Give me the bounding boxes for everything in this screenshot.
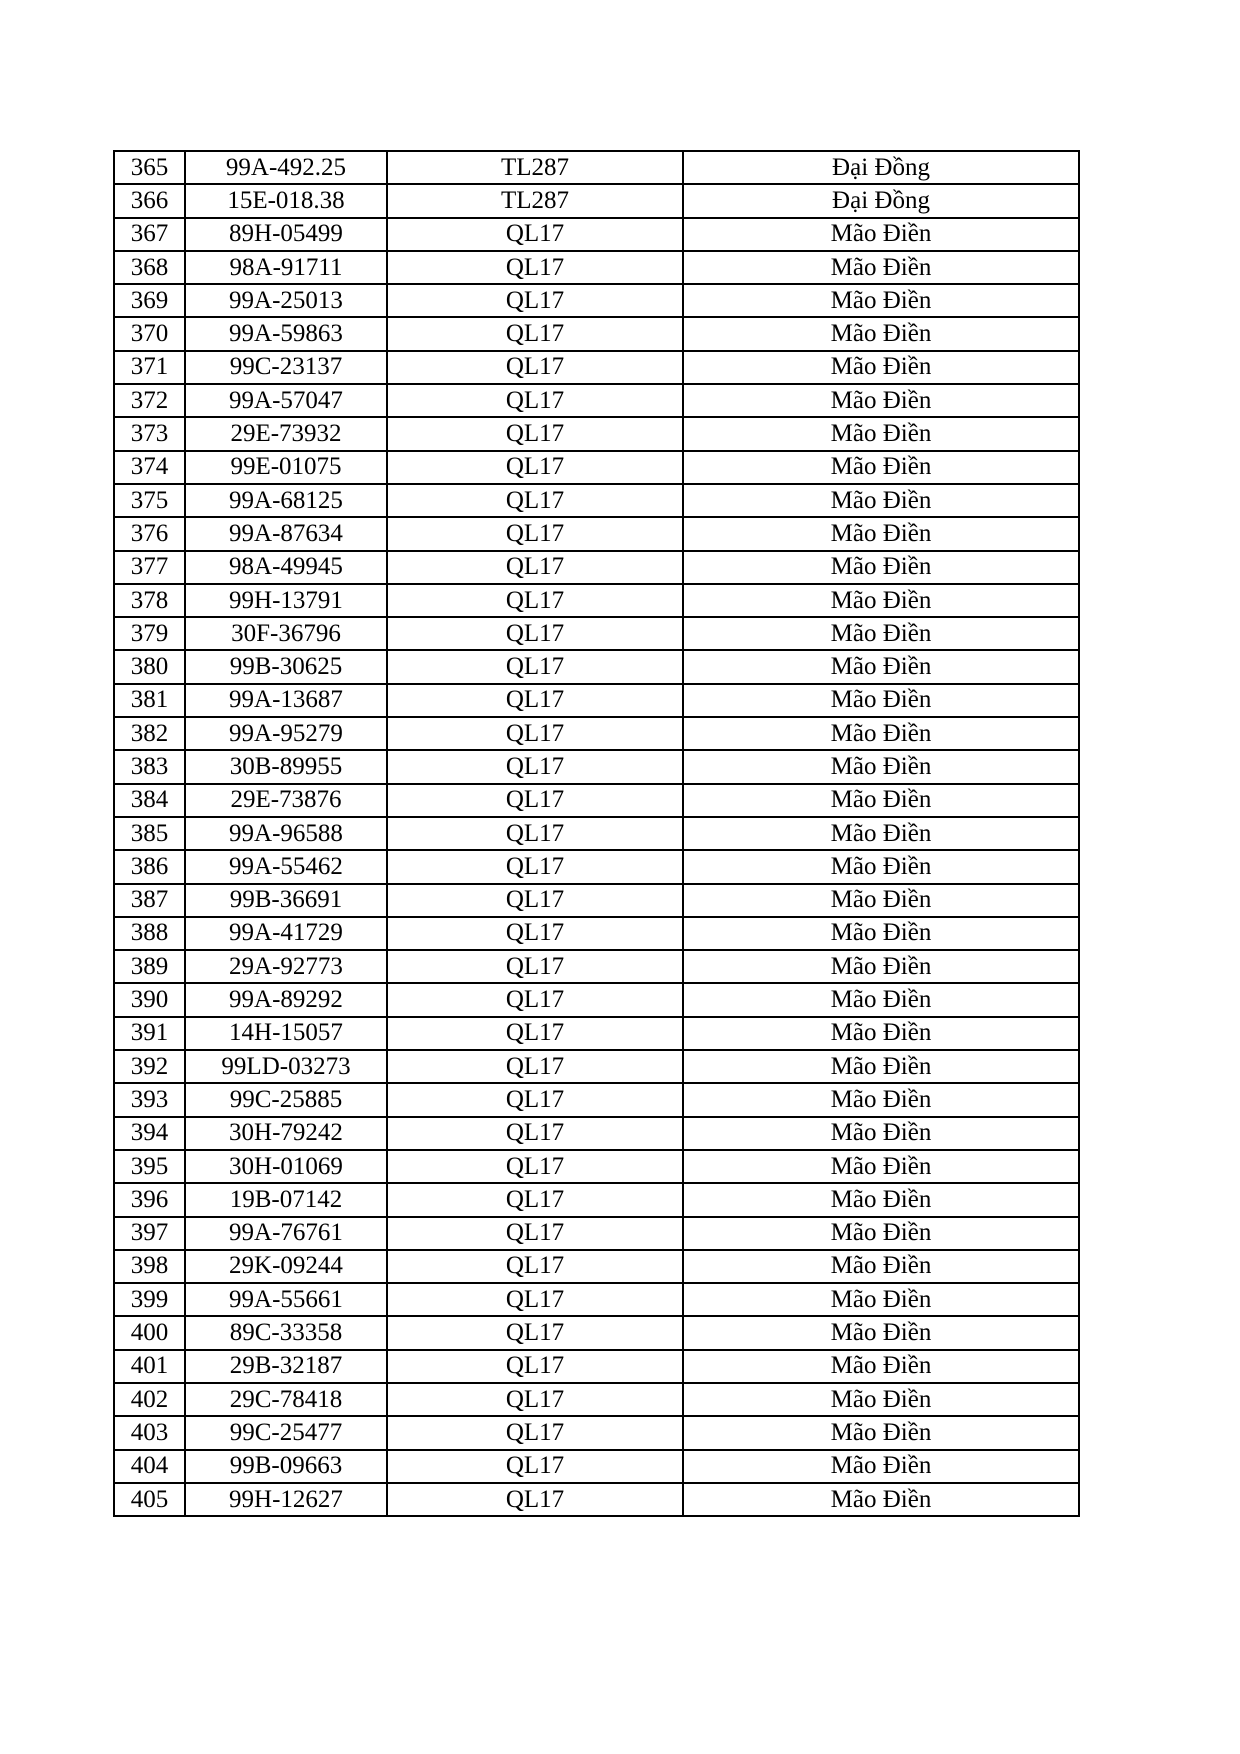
road-cell: QL17 <box>387 1283 683 1316</box>
license-plate-cell: 29K-09244 <box>185 1250 387 1283</box>
license-plate-cell: 99A-68125 <box>185 484 387 517</box>
license-plate-cell: 30F-36796 <box>185 617 387 650</box>
location-cell: Mão Điền <box>683 917 1079 950</box>
row-number-cell: 376 <box>114 517 185 550</box>
location-cell: Mão Điền <box>683 1117 1079 1150</box>
road-cell: QL17 <box>387 584 683 617</box>
location-cell: Mão Điền <box>683 750 1079 783</box>
table-row <box>114 1083 1079 1116</box>
location-cell: Mão Điền <box>683 817 1079 850</box>
table-row <box>114 684 1079 717</box>
row-number-cell: 366 <box>114 184 185 217</box>
license-plate-cell: 99A-25013 <box>185 284 387 317</box>
license-plate-cell: 99LD-03273 <box>185 1050 387 1083</box>
road-cell: QL17 <box>387 717 683 750</box>
road-cell: QL17 <box>387 1383 683 1416</box>
location-cell: Mão Điền <box>683 284 1079 317</box>
road-cell: QL17 <box>387 251 683 284</box>
license-plate-cell: 99A-76761 <box>185 1217 387 1250</box>
table-row <box>114 917 1079 950</box>
road-cell: QL17 <box>387 218 683 251</box>
row-number-cell: 380 <box>114 650 185 683</box>
location-cell: Mão Điền <box>683 351 1079 384</box>
table-row <box>114 317 1079 350</box>
table-row <box>114 517 1079 550</box>
table-row <box>114 1117 1079 1150</box>
road-cell: QL17 <box>387 784 683 817</box>
location-cell: Mão Điền <box>683 384 1079 417</box>
row-number-cell: 385 <box>114 817 185 850</box>
table-row <box>114 784 1079 817</box>
location-cell: Mão Điền <box>683 983 1079 1016</box>
table-row <box>114 251 1079 284</box>
table-row <box>114 451 1079 484</box>
location-cell: Mão Điền <box>683 1316 1079 1349</box>
license-plate-cell: 99B-30625 <box>185 650 387 683</box>
location-cell: Mão Điền <box>683 950 1079 983</box>
license-plate-cell: 29A-92773 <box>185 950 387 983</box>
row-number-cell: 367 <box>114 218 185 251</box>
license-plate-cell: 99A-55462 <box>185 850 387 883</box>
table-row <box>114 750 1079 783</box>
table-row <box>114 484 1079 517</box>
license-plate-cell: 99A-89292 <box>185 983 387 1016</box>
license-plate-cell: 15E-018.38 <box>185 184 387 217</box>
location-cell: Mão Điền <box>683 1150 1079 1183</box>
road-cell: QL17 <box>387 1450 683 1483</box>
location-cell: Mão Điền <box>683 1450 1079 1483</box>
location-cell: Mão Điền <box>683 1483 1079 1516</box>
table-row <box>114 584 1079 617</box>
road-cell: QL17 <box>387 417 683 450</box>
table-row <box>114 850 1079 883</box>
road-cell: QL17 <box>387 983 683 1016</box>
table-row <box>114 1383 1079 1416</box>
location-cell: Mão Điền <box>683 1350 1079 1383</box>
table-row <box>114 884 1079 917</box>
location-cell: Mão Điền <box>683 784 1079 817</box>
table-row <box>114 1283 1079 1316</box>
license-plate-cell: 99A-55661 <box>185 1283 387 1316</box>
license-plate-cell: 29E-73876 <box>185 784 387 817</box>
road-cell: QL17 <box>387 351 683 384</box>
license-plate-cell: 29E-73932 <box>185 417 387 450</box>
license-plate-cell: 19B-07142 <box>185 1183 387 1216</box>
location-cell: Mão Điền <box>683 650 1079 683</box>
road-cell: QL17 <box>387 1483 683 1516</box>
road-cell: QL17 <box>387 950 683 983</box>
table-row <box>114 218 1079 251</box>
license-plate-cell: 30H-01069 <box>185 1150 387 1183</box>
table-body <box>114 151 1079 1516</box>
road-cell: QL17 <box>387 684 683 717</box>
row-number-cell: 386 <box>114 850 185 883</box>
location-cell: Mão Điền <box>683 251 1079 284</box>
table-row <box>114 1316 1079 1349</box>
road-cell: QL17 <box>387 1117 683 1150</box>
license-plate-cell: 99E-01075 <box>185 451 387 484</box>
road-cell: QL17 <box>387 1017 683 1050</box>
row-number-cell: 397 <box>114 1217 185 1250</box>
table-row <box>114 950 1079 983</box>
row-number-cell: 373 <box>114 417 185 450</box>
row-number-cell: 405 <box>114 1483 185 1516</box>
location-cell: Mão Điền <box>683 551 1079 584</box>
license-plate-cell: 89H-05499 <box>185 218 387 251</box>
row-number-cell: 391 <box>114 1017 185 1050</box>
table-row <box>114 1350 1079 1383</box>
license-plate-cell: 99A-87634 <box>185 517 387 550</box>
location-cell: Đại Đồng <box>683 184 1079 217</box>
road-cell: TL287 <box>387 184 683 217</box>
license-plate-cell: 29B-32187 <box>185 1350 387 1383</box>
row-number-cell: 390 <box>114 983 185 1016</box>
row-number-cell: 403 <box>114 1416 185 1449</box>
road-cell: QL17 <box>387 384 683 417</box>
road-cell: QL17 <box>387 1250 683 1283</box>
road-cell: QL17 <box>387 917 683 950</box>
road-cell: QL17 <box>387 551 683 584</box>
row-number-cell: 383 <box>114 750 185 783</box>
row-number-cell: 381 <box>114 684 185 717</box>
license-plate-cell: 99H-12627 <box>185 1483 387 1516</box>
table-row <box>114 1483 1079 1516</box>
license-plate-cell: 98A-49945 <box>185 551 387 584</box>
location-cell: Mão Điền <box>683 1250 1079 1283</box>
location-cell: Mão Điền <box>683 517 1079 550</box>
road-cell: QL17 <box>387 517 683 550</box>
license-plate-cell: 99B-09663 <box>185 1450 387 1483</box>
location-cell: Mão Điền <box>683 1083 1079 1116</box>
table-row <box>114 284 1079 317</box>
row-number-cell: 387 <box>114 884 185 917</box>
license-plate-cell: 99C-25477 <box>185 1416 387 1449</box>
row-number-cell: 396 <box>114 1183 185 1216</box>
road-cell: QL17 <box>387 884 683 917</box>
table-row <box>114 817 1079 850</box>
location-cell: Mão Điền <box>683 1050 1079 1083</box>
table-row <box>114 1217 1079 1250</box>
location-cell: Mão Điền <box>683 617 1079 650</box>
location-cell: Mão Điền <box>683 1283 1079 1316</box>
license-plate-cell: 99H-13791 <box>185 584 387 617</box>
road-cell: QL17 <box>387 1050 683 1083</box>
row-number-cell: 404 <box>114 1450 185 1483</box>
road-cell: QL17 <box>387 1350 683 1383</box>
row-number-cell: 388 <box>114 917 185 950</box>
road-cell: QL17 <box>387 1150 683 1183</box>
license-plate-cell: 99A-95279 <box>185 717 387 750</box>
location-cell: Mão Điền <box>683 884 1079 917</box>
table-row <box>114 384 1079 417</box>
row-number-cell: 393 <box>114 1083 185 1116</box>
road-cell: QL17 <box>387 617 683 650</box>
row-number-cell: 368 <box>114 251 185 284</box>
road-cell: QL17 <box>387 1416 683 1449</box>
license-plate-cell: 99A-57047 <box>185 384 387 417</box>
license-plate-cell: 99A-41729 <box>185 917 387 950</box>
location-cell: Mão Điền <box>683 1217 1079 1250</box>
location-cell: Mão Điền <box>683 584 1079 617</box>
row-number-cell: 378 <box>114 584 185 617</box>
row-number-cell: 398 <box>114 1250 185 1283</box>
row-number-cell: 384 <box>114 784 185 817</box>
license-plate-cell: 99A-13687 <box>185 684 387 717</box>
row-number-cell: 372 <box>114 384 185 417</box>
location-cell: Mão Điền <box>683 1017 1079 1050</box>
row-number-cell: 389 <box>114 950 185 983</box>
row-number-cell: 399 <box>114 1283 185 1316</box>
row-number-cell: 369 <box>114 284 185 317</box>
table-row <box>114 717 1079 750</box>
table-row <box>114 1416 1079 1449</box>
row-number-cell: 379 <box>114 617 185 650</box>
road-cell: QL17 <box>387 284 683 317</box>
location-cell: Mão Điền <box>683 850 1079 883</box>
license-plate-cell: 99B-36691 <box>185 884 387 917</box>
location-cell: Mão Điền <box>683 484 1079 517</box>
row-number-cell: 370 <box>114 317 185 350</box>
road-cell: QL17 <box>387 1217 683 1250</box>
row-number-cell: 365 <box>114 151 185 184</box>
table-row <box>114 983 1079 1016</box>
road-cell: QL17 <box>387 317 683 350</box>
location-cell: Đại Đồng <box>683 151 1079 184</box>
table-row <box>114 351 1079 384</box>
location-cell: Mão Điền <box>683 317 1079 350</box>
road-cell: QL17 <box>387 1183 683 1216</box>
road-cell: TL287 <box>387 151 683 184</box>
location-cell: Mão Điền <box>683 1383 1079 1416</box>
table-row <box>114 417 1079 450</box>
table-row <box>114 1150 1079 1183</box>
license-plate-cell: 30H-79242 <box>185 1117 387 1150</box>
license-plate-cell: 98A-91711 <box>185 251 387 284</box>
road-cell: QL17 <box>387 817 683 850</box>
row-number-cell: 402 <box>114 1383 185 1416</box>
row-number-cell: 394 <box>114 1117 185 1150</box>
location-cell: Mão Điền <box>683 451 1079 484</box>
table-row <box>114 1250 1079 1283</box>
road-cell: QL17 <box>387 484 683 517</box>
row-number-cell: 382 <box>114 717 185 750</box>
table-row <box>114 1050 1079 1083</box>
row-number-cell: 401 <box>114 1350 185 1383</box>
license-plate-cell: 14H-15057 <box>185 1017 387 1050</box>
table-row <box>114 151 1079 184</box>
license-plate-cell: 89C-33358 <box>185 1316 387 1349</box>
license-plate-cell: 99A-59863 <box>185 317 387 350</box>
table-row <box>114 184 1079 217</box>
location-cell: Mão Điền <box>683 1416 1079 1449</box>
location-cell: Mão Điền <box>683 717 1079 750</box>
row-number-cell: 374 <box>114 451 185 484</box>
location-cell: Mão Điền <box>683 1183 1079 1216</box>
row-number-cell: 375 <box>114 484 185 517</box>
row-number-cell: 400 <box>114 1316 185 1349</box>
license-plate-cell: 29C-78418 <box>185 1383 387 1416</box>
road-cell: QL17 <box>387 451 683 484</box>
vehicle-table <box>113 150 1080 1517</box>
license-plate-cell: 99A-96588 <box>185 817 387 850</box>
road-cell: QL17 <box>387 1316 683 1349</box>
table-row <box>114 617 1079 650</box>
table-row <box>114 551 1079 584</box>
location-cell: Mão Điền <box>683 684 1079 717</box>
row-number-cell: 377 <box>114 551 185 584</box>
table-row <box>114 1183 1079 1216</box>
license-plate-cell: 30B-89955 <box>185 750 387 783</box>
table-row <box>114 1450 1079 1483</box>
location-cell: Mão Điền <box>683 417 1079 450</box>
row-number-cell: 392 <box>114 1050 185 1083</box>
row-number-cell: 371 <box>114 351 185 384</box>
road-cell: QL17 <box>387 750 683 783</box>
location-cell: Mão Điền <box>683 218 1079 251</box>
license-plate-cell: 99A-492.25 <box>185 151 387 184</box>
table-row <box>114 1017 1079 1050</box>
row-number-cell: 395 <box>114 1150 185 1183</box>
road-cell: QL17 <box>387 850 683 883</box>
table-row <box>114 650 1079 683</box>
license-plate-cell: 99C-23137 <box>185 351 387 384</box>
road-cell: QL17 <box>387 650 683 683</box>
license-plate-cell: 99C-25885 <box>185 1083 387 1116</box>
road-cell: QL17 <box>387 1083 683 1116</box>
